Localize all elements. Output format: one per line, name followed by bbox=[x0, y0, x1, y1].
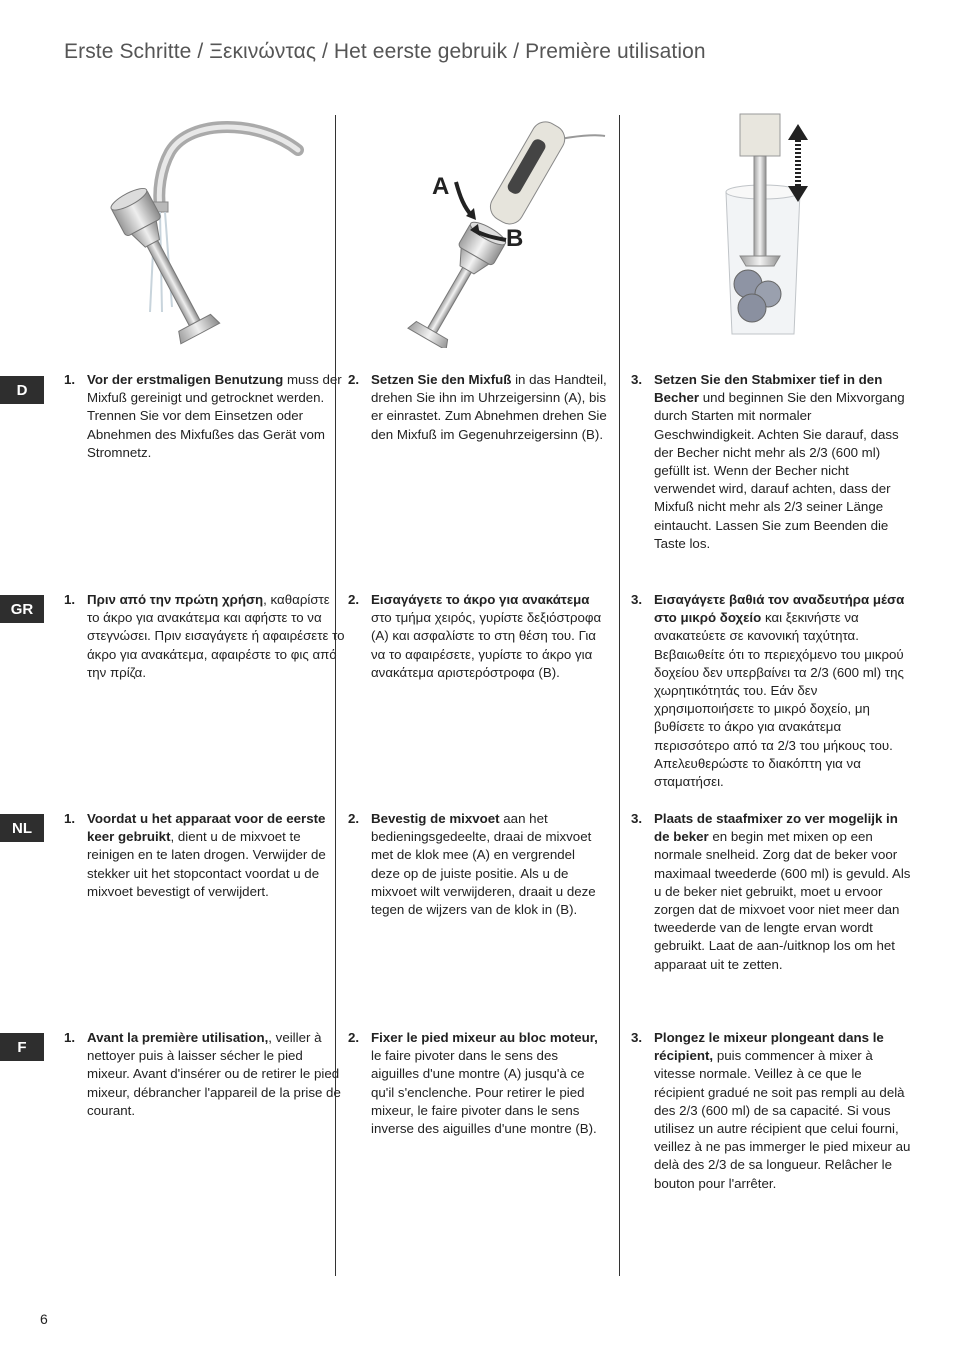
step-gr-3: 3. Εισαγάγετε βαθιά τον αναδευτήρα μέσα στο μικρό δοχείο και ξεκινήστε να ανακατεύετε σε κανονική ταχύτητα. Βεβαιωθείτε ότι το περιεχόμενο του μικρού δοχείου δεν υπερβαίνει τα 2/3 (600 ml) της χωρητικότητάς του. Εάν δεν χρησιμοποιήσετε το μικρό δοχείο, μη βυθίσετε το άκρο για ανακάτεμα περισσότερο από τα 2/3 του μήκους του. Απελευθερώστε το διακόπτη για να σταματήσει. bbox=[631, 592, 905, 790]
step-gr-2: 2. Εισαγάγετε το άκρο για ανακάτεμα στο τμήμα χειρός, γυρίστε δεξιόστροφα (A) και ασφαλίστε το στη θέση του. Για να το αφαιρέσετε, γυρίστε το άκρο για ανακάτεμα αριστερόστροφα (B). bbox=[348, 592, 602, 680]
column-divider bbox=[619, 115, 620, 1276]
step-nl-3: 3. Plaats de staafmixer zo ver mogelijk in de beker en begin met mixen op een normale snelheid. Zorg dat de beker voor maximaal tweederde (600 ml) is gevuld. Als u de beker niet gebruikt, moet u ervoor zorgen dat de mixvoet voor niet meer dan tweederde van de lengte ervan wordt gebruikt. Laat de aan-/uitknop los om het apparaat uit te zetten. bbox=[631, 811, 911, 972]
illustration-attach-blender-foot bbox=[360, 112, 610, 348]
step-d-2: 2. Setzen Sie den Mixfuß in das Handteil, drehen Sie ihn im Uhrzeigersinn (A), bis er einrastet. Zum Abnehmen drehen Sie den Mixfuß im Gegenuhrzeigersinn (B). bbox=[348, 372, 607, 442]
illustration-blend-in-beaker bbox=[690, 112, 940, 348]
step-d-1: 1. Vor der erstmaligen Benutzung muss der Mixfuß gereinigt und getrocknet werden. Trennen Sie vor dem Einsetzen oder Abnehmen des Mixfußes das Gerät vom Stromnetz. bbox=[64, 372, 342, 460]
step-d-3: 3. Setzen Sie den Stabmixer tief in den Becher und beginnen Sie den Mixvorgang durch Starten mit normaler Geschwindigkeit. Achten Sie darauf, dass der Becher nicht mehr als 2/3 (600 ml) gefüllt ist. Wenn der Becher nicht verwendet wird, darauf achten, dass der Mixfuß nicht mehr als 2/3 seiner Länge eintaucht. Lassen Sie zum Beenden die Taste los. bbox=[631, 372, 905, 551]
arrow-label-b: B bbox=[506, 225, 524, 252]
language-tab-d: D bbox=[0, 376, 44, 404]
step-f-3: 3. Plongez le mixeur plongeant dans le récipient, puis commencer à mixer à vitesse normale. Veillez à ce que le récipient gradué ne soit pas rempli au delà des 2/3 (600 ml) de sa capacité. Si vous utilisez un autre récipient que celui fourni, veillez à ne pas immerger le pied mixeur au delà des 2/3 de sa longueur. Relâcher le bouton pour l'arrêter. bbox=[631, 1030, 911, 1191]
page-title: Erste Schritte / Ξεκινώντας / Het eerste gebruik / Première utilisation bbox=[64, 40, 706, 63]
step-nl-2: 2. Bevestig de mixvoet aan het bedieningsgedeelte, draai de mixvoet met de klok mee (A) en vergrendel deze op de juiste positie. Als u de mixvoet wilt verwijderen, draait u deze tegen de wijzers van de klok in (B). bbox=[348, 811, 596, 918]
page-number: 6 bbox=[40, 1311, 48, 1327]
language-tab-nl: NL bbox=[0, 814, 44, 842]
step-f-2: 2. Fixer le pied mixeur au bloc moteur, le faire pivoter dans le sens des aiguilles d'une montre (A) jusqu'à ce qu'il s'enclenche. Pour retirer le pied mixeur, le faire pivoter dans le sens inverse des aiguilles d'une montre (B). bbox=[348, 1030, 598, 1137]
step-f-1: 1. Avant la première utilisation,, veiller à nettoyer puis à laisser sécher le pied mixeur. Avant d'insérer ou de retirer le pied mixeur, débrancher l'appareil de la prise de courant. bbox=[64, 1030, 341, 1118]
arrow-label-a: A bbox=[432, 173, 450, 200]
language-tab-f: F bbox=[0, 1033, 44, 1061]
step-nl-1: 1. Voordat u het apparaat voor de eerste keer gebruikt, dient u de mixvoet te reinigen en te laten drogen. Verwijder de stekker uit het stopcontact voordat u de mixvoet bevestigt of verwijdert. bbox=[64, 811, 326, 899]
step-gr-1: 1. Πριν από την πρώτη χρήση, καθαρίστε το άκρο για ανακάτεμα και αφήστε το να στεγνώσει. Πριν εισαγάγετε ή αφαιρέσετε το άκρο για ανακάτεμα, αφαιρέστε το φις από την πρίζα. bbox=[64, 592, 345, 680]
language-tab-gr: GR bbox=[0, 595, 44, 623]
illustration-rinse-blender-foot bbox=[80, 112, 330, 348]
